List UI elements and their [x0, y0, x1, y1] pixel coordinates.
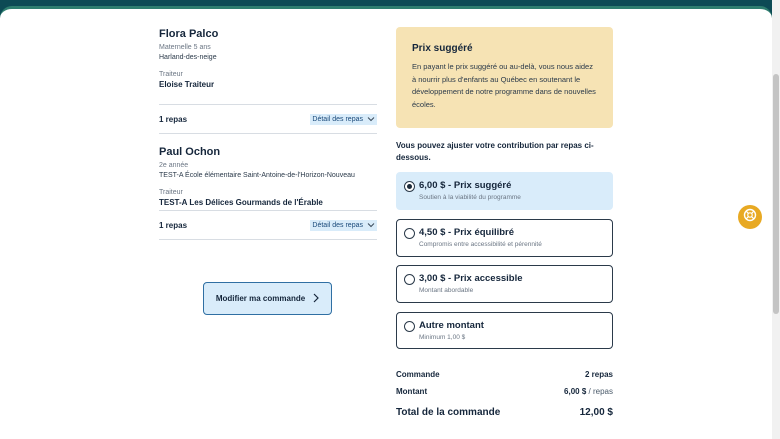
meals-count: 1 repas: [159, 220, 188, 230]
help-icon: [743, 208, 757, 227]
child-name: Flora Palco: [159, 28, 219, 40]
suggested-price-title: Prix suggéré: [412, 43, 473, 54]
modify-order-label: Modifier ma commande: [215, 294, 306, 303]
child-school: Harland-des-neige: [159, 54, 217, 61]
meal-details-toggle[interactable]: [310, 114, 377, 125]
modify-order-button[interactable]: [203, 282, 332, 315]
order-count-row: [396, 370, 613, 379]
option-title: 6,00 $ - Prix suggéré: [419, 180, 512, 191]
divider: [159, 239, 377, 240]
scrollbar-thumb[interactable]: [773, 74, 779, 314]
caterer-name: Eloise Traiteur: [159, 80, 215, 89]
suggested-price-info: [396, 27, 613, 128]
amount-number: 6,00 $: [564, 387, 587, 396]
help-button[interactable]: [738, 205, 762, 229]
total-row: [396, 407, 613, 418]
caterer-label: Traiteur: [159, 71, 183, 78]
option-title: 4,50 $ - Prix équilibré: [419, 227, 515, 238]
suggested-price-text: En payant le prix suggéré ou au-delà, vous nous aidez à nourrir plus d'enfants au Québec en soutenant le développement de notre programme dans de nouvelles écoles.: [412, 62, 596, 109]
option-subtitle: Soutien à la viabilité du programme: [419, 194, 521, 201]
order-value: 2 repas: [584, 370, 613, 379]
child-grade: 2e année: [159, 162, 189, 169]
radio-icon[interactable]: [404, 321, 415, 332]
header-band: [0, 0, 780, 22]
option-subtitle: Compromis entre accessibilité et pérennité: [419, 241, 542, 248]
option-subtitle: Minimum 1,00 $: [419, 334, 466, 341]
amount-row: [396, 387, 613, 396]
meal-details-label: Détail des repas: [312, 115, 363, 123]
order-label: Commande: [396, 370, 440, 379]
caterer-name: TEST-A Les Délices Gourmands de l'Érable: [159, 198, 323, 207]
total-value: 12,00 $: [579, 407, 613, 418]
radio-icon[interactable]: [404, 228, 415, 239]
option-title: Autre montant: [419, 320, 484, 331]
meal-details-toggle[interactable]: [310, 220, 377, 231]
adjust-contribution-text: Vous pouvez ajuster votre contribution par repas ci-dessous.: [396, 141, 594, 162]
price-option-other[interactable]: [396, 312, 613, 349]
option-title: 3,00 $ - Prix accessible: [419, 273, 523, 284]
price-option-accessible[interactable]: [396, 265, 613, 303]
radio-checked-icon[interactable]: [404, 181, 415, 192]
meals-row: [159, 211, 377, 239]
child-card: [159, 134, 377, 210]
radio-icon[interactable]: [404, 274, 415, 285]
scrollbar[interactable]: [772, 0, 780, 439]
chevron-right-icon: [313, 293, 319, 305]
child-card: [159, 28, 377, 104]
price-option-suggested[interactable]: [396, 172, 613, 210]
option-subtitle: Montant abordable: [419, 287, 474, 294]
total-label: Total de la commande: [396, 407, 501, 418]
meals-row: [159, 105, 377, 133]
meal-details-label: Détail des repas: [312, 221, 363, 229]
child-grade: Maternelle 5 ans: [159, 44, 211, 51]
content-card-top: [0, 6, 772, 26]
caterer-label: Traiteur: [159, 189, 183, 196]
child-name: Paul Ochon: [159, 146, 221, 158]
child-school: TEST-A École élémentaire Saint-Antoine-de-l'Horizon-Nouveau: [159, 172, 355, 179]
amount-value: [564, 387, 613, 396]
children-list: [159, 28, 377, 240]
chevron-down-icon: [367, 221, 375, 230]
amount-label: Montant: [396, 387, 428, 396]
chevron-down-icon: [367, 115, 375, 124]
amount-unit: / repas: [588, 387, 613, 396]
price-option-balanced[interactable]: [396, 219, 613, 257]
meals-count: 1 repas: [159, 114, 188, 124]
